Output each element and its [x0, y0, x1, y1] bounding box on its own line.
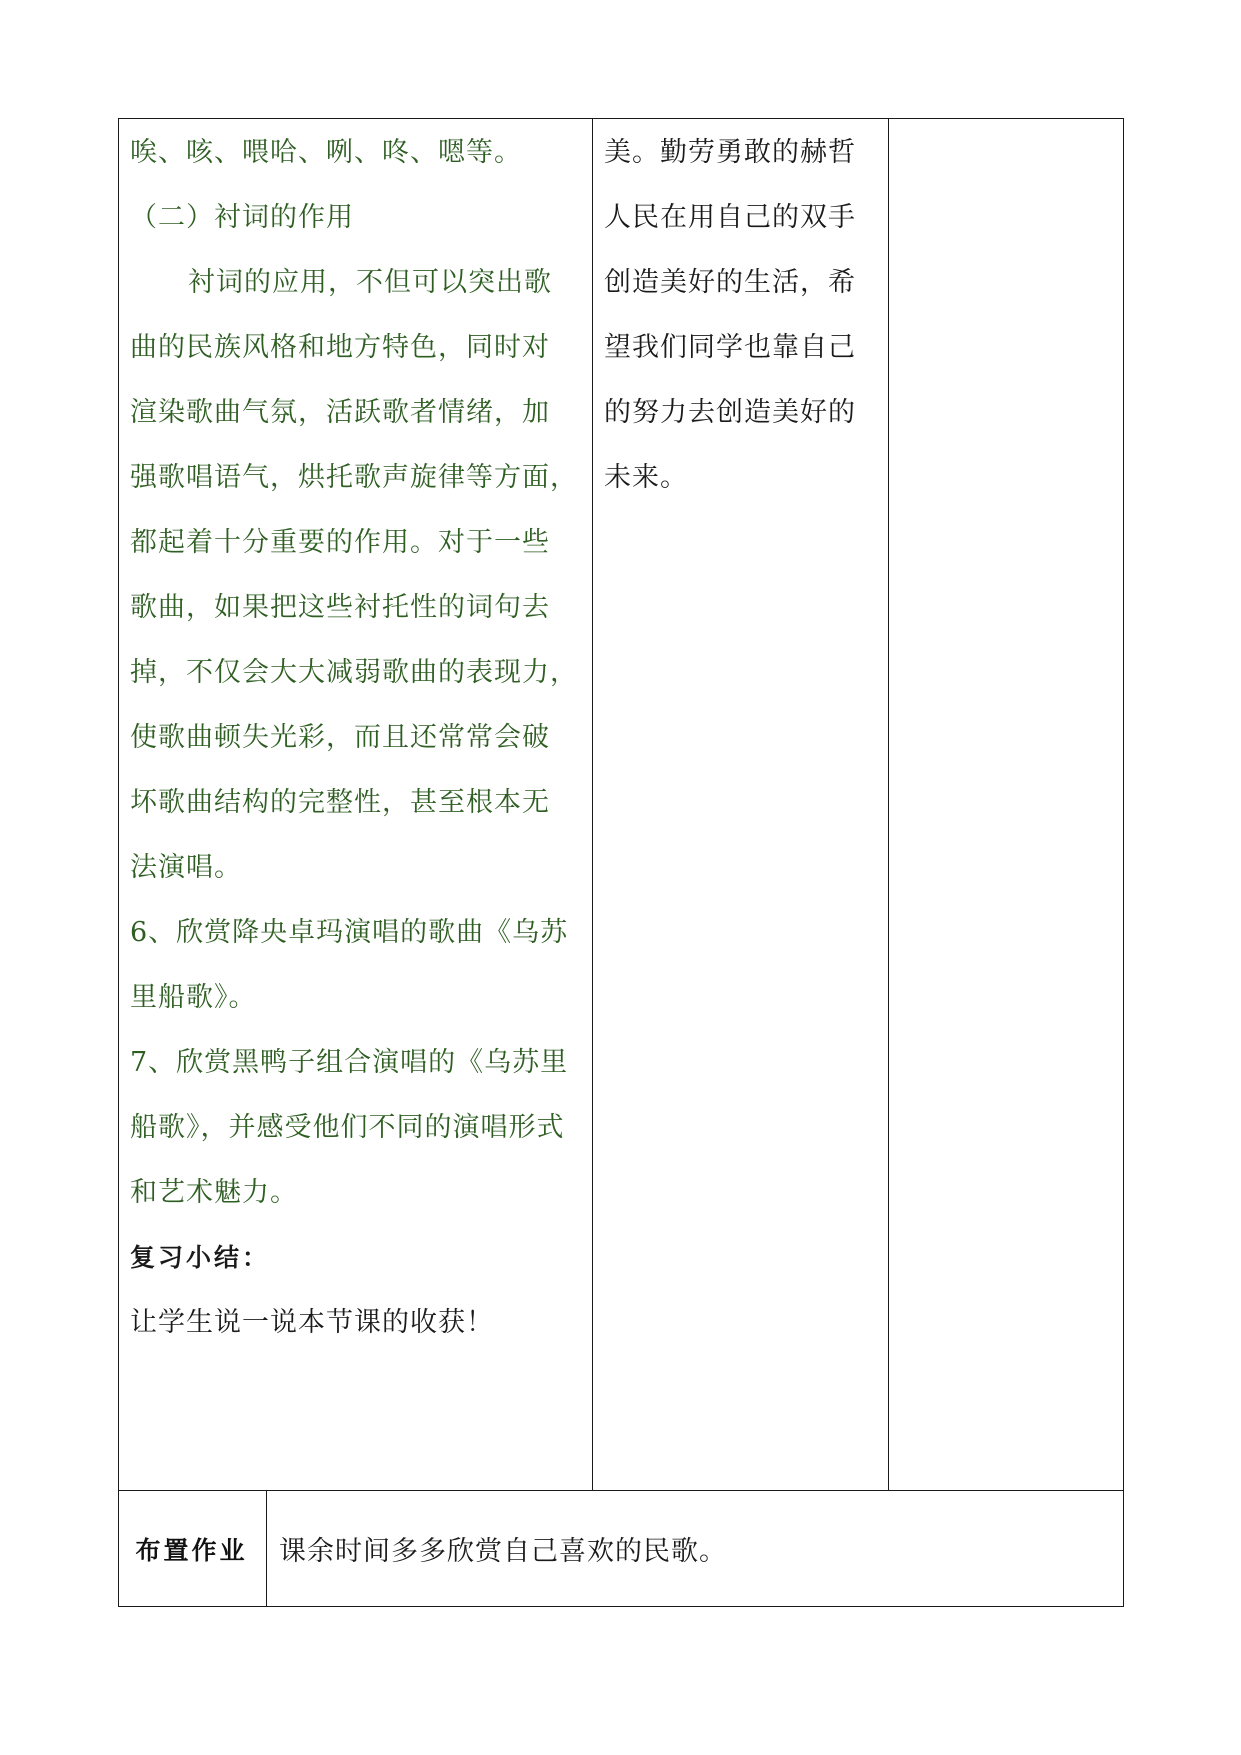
text-line: 衬词的应用，不但可以突出歌 [188, 267, 552, 298]
left-column [130, 120, 578, 1355]
text-line: 未来。 [604, 462, 688, 493]
text-line: 望我们同学也靠自己 [604, 332, 856, 363]
text-line: 掉，不仅会大大减弱歌曲的表现力， [130, 657, 578, 688]
text-line: 法演唱。 [130, 852, 242, 883]
list-item: 里船歌》。 [130, 982, 257, 1013]
summary-text: 让学生说一说本节课的收获！ [130, 1307, 494, 1338]
homework-label-divider [266, 1490, 267, 1607]
text-line: 的努力去创造美好的 [604, 397, 856, 428]
column-divider-2 [888, 118, 889, 1491]
text-line: 强歌唱语气，烘托歌声旋律等方面， [130, 462, 578, 493]
text-line: 创造美好的生活，希 [604, 267, 856, 298]
text-line: 唉、咳、喂哈、咧、咚、嗯等。 [130, 137, 522, 168]
text-line: 美。勤劳勇敢的赫哲 [604, 137, 856, 168]
table-bottom-border [118, 1606, 1124, 1607]
list-item: 和艺术魅力。 [130, 1177, 298, 1208]
text-line: 人民在用自己的双手 [604, 202, 856, 233]
list-item: 船歌》，并感受他们不同的演唱形式 [130, 1112, 565, 1143]
table-top-border [118, 118, 1124, 119]
text-line: 渲染歌曲气氛，活跃歌者情绪，加 [130, 397, 550, 428]
middle-column [604, 120, 856, 510]
text-line: 都起着十分重要的作用。对于一些 [130, 527, 550, 558]
text-line: 歌曲，如果把这些衬托性的词句去 [130, 592, 550, 623]
text-line: 曲的民族风格和地方特色，同时对 [130, 332, 550, 363]
section-heading: （二）衬词的作用 [130, 202, 354, 233]
list-item: 7、欣赏黑鸭子组合演唱的《乌苏里 [130, 1047, 569, 1078]
homework-label: 布置作业 [135, 1535, 248, 1565]
summary-heading: 复习小结： [130, 1243, 271, 1272]
text-line: 使歌曲顿失光彩，而且还常常会破 [130, 722, 550, 753]
list-item: 6、欣赏降央卓玛演唱的歌曲《乌苏 [130, 917, 569, 948]
table-left-border [118, 118, 119, 1607]
column-divider-1 [592, 118, 593, 1491]
table-right-border [1123, 118, 1124, 1607]
text-line: 坏歌曲结构的完整性，甚至根本无 [130, 787, 550, 818]
homework-content: 课余时间多多欣赏自己喜欢的民歌。 [279, 1536, 727, 1567]
